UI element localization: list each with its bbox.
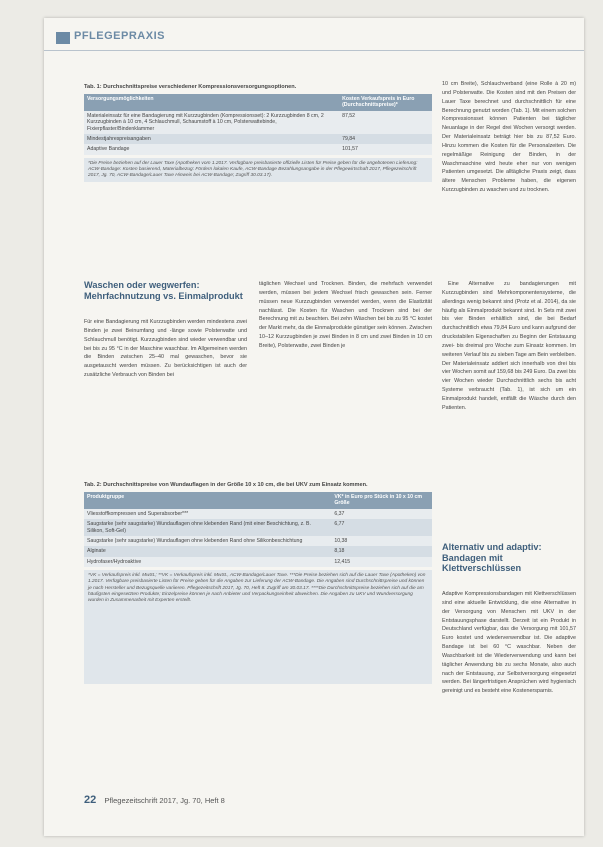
row-value: 10,38 [331, 536, 432, 546]
article-heading: Alternativ und adaptiv: Bandagen mit Klettverschlüssen [442, 542, 542, 573]
section-marker [56, 32, 70, 44]
row-label: Materialeinsatz für eine Bandagierung mit Kurzzugbinden (Kompressionsset): 2 Kurzzugbinden 8 cm, 2 Kurzzugbinden à 10 cm, 4 Schlauchmull, Schaumstoff à 10 cm, Polsterwattebinde, Fixierpflaster/Bindenklammer [84, 111, 339, 134]
table-2-footnote: *VK = Verkaufspreis inkl. MwSt.; **VK = Verkaufspreis inkl. MwSt., ACW-Bandage/Lauer Taxe. ***Die Preise beziehen sich auf die Lauer Taxe (Apotheken) von 1.2017. Verfügbare preisbasierte Listen für Preise geben für die Angaben zur Lieferung der ACW-Bandage. Die Angaben sind Durchschnittspreise und können je nach Hersteller und Bezugsquelle variieren. Pflegezeitschrift 2017, Jg. 70, Heft 8. Zugriff am 30.03.17. ****Die Durchschnittspreise beziehen sich auf die am häufigsten eingesetzten Produkte; Einzelpreise können je nach Anbieter und Verpackungseinheit abweichen. Die Angaben zu UKV und Wundversorgung wurden in Zusammenarbeit mit Experten erstellt. [84, 570, 432, 684]
table-2-grid [84, 492, 432, 567]
row-value: 8,18 [331, 546, 432, 556]
table-1-grid [84, 94, 432, 155]
table-header-row [84, 492, 432, 509]
table-row [84, 144, 432, 154]
right-column-paragraph-1: 10 cm Breite), Schlauchverband (eine Rolle à 20 m) und Polsterwatte. Die Kosten sind mit den Preisen der Lauer Taxe berechnet und durchschnittlich für eine Berechnung genutzt worden (Tab. 1). Mit einem solchen Kompressionsset können Patienten bei täglicher Neuanlage in der Regel drei Wochen versorgt werden. Der Materialeinsatz beträgt hier bis zu 87,52 Euro. Hinzu kommen die Kosten für die Personalzeiten. Die regelmäßige Reinigung der Binden, in der Waschmaschine wird heute eher nur von wenigen Patienten umgesetzt. Die alltägliche Praxis zeigt, dass ältere Menschen Probleme haben, die eigenen Kurzzugbinden zu waschen und zu trocknen. [442, 81, 576, 194]
table-row [84, 509, 432, 519]
journal-citation: Pflegezeitschrift 2017, Jg. 70, Heft 8 [104, 796, 225, 805]
table-row [84, 519, 432, 536]
row-label: Hydrofaser/Hydroaktive [84, 557, 331, 567]
right-column-paragraph-2: Eine Alternative zu bandagierungen mit Kurzzugbinden sind Mehrkomponentensysteme, die allerdings wenig bekannt sind (Protz et al. 2014), da sie häufig als Einmalprodukt bekannt sind. In Sets mit zwei bis vier Binden erhältlich sind, die bei Bedarf durchschnittlich etwa 79,84 Euro und kann aufgrund der druckstabilen Eigenschaften zu Beginn der Entstauung zwei- bis dreimal pro Woche zum Einsatz kommen. Im weiteren Verlauf bis zu sieben Tage am Bein verbleiben. Der Materialeinsatz addiert sich innerhalb von drei bis vier Wochen somit auf 159,68 bis 249 Euro. Da zwei bis vier Wochen wieder Durchschnittlich sechs bis acht Systeme verbraucht (Tab. 1), ist sich um ein Einmalprodukt handelt, entfällt die Wäsche durch den Patienten. [442, 281, 576, 411]
row-label: Alginate [84, 546, 331, 556]
table-row [84, 546, 432, 556]
journal-page [44, 18, 584, 836]
column-header: Versorgungsmöglichkeiten [84, 94, 339, 111]
page-number: 22 [84, 794, 97, 806]
row-value: 12,415 [331, 557, 432, 567]
row-label: Saugstarke (sehr saugstarke) Wundauflagen ohne klebenden Rand (mit einer Beschichtung, z. B. Silikon, Soft-Gel) [84, 519, 331, 536]
table-1-caption: Tab. 1: Durchschnittspreise verschiedener Kompressionsversorgungsoptionen. [84, 84, 297, 90]
table-2-caption: Tab. 2: Durchschnittspreise von Wundauflagen in der Größe 10 x 10 cm, die bei UKV zum Einsatz kommen. [84, 482, 368, 488]
table-row [84, 111, 432, 134]
row-label: Vliesstoffkompressen und Superabsorber*** [84, 509, 331, 519]
right-column-paragraph-3: Adaptive Kompressionsbandagen mit Klettverschlüssen sind eine aktuelle Entwicklung, die eine Alternative in der Versorgung von Menschen mit UKV in der Entstauungsphase darstellt. Derzeit ist ein Produkt in Deutschland verfügbar, das die Versorgung mit 101,57 Euro kostet und wiederverwendbar ist. Die adaptive Bandage ist bei 60 °C waschbar. Neben der Waschbarkeit ist die Wiederverwendung und kann bei täglicher Anwendung bis zu sechs Monate, also auch nach der Entstauung, zur Selbstversorgung eingesetzt werden. Bei längerfristigen Ansprüchen wird hygienisch gereinigt und es besteht eine Kostenersparnis. [442, 591, 576, 695]
row-value: 87,52 [339, 111, 432, 134]
table-row [84, 134, 432, 144]
column-header: Produktgruppe [84, 492, 331, 509]
table-2 [84, 482, 432, 684]
table-1 [84, 84, 432, 182]
page-footer [84, 794, 584, 806]
row-label: Saugstarke (sehr saugstarke) Wundauflagen ohne klebenden Rand ohne Silikonbeschichtung [84, 536, 331, 546]
body-column-2: täglichen Wechsel und Trocknen. Binden, die mehrfach verwendet werden, müssen bei jedem Wechsel frisch gewaschen sein. Ferner müssen neue Kurzzugbinden verwendet werden, wenn die Elastizität nachlässt. Die Kosten für Waschen und Trocknen sind bei der Berechnung mit zu beachten. Bei zehn Wäschen bei bis zu 95 °C kostet der Markt mehr, da die Einmalprodukte günstiger sein können. Zwischen 10–12 Kurzzugbinden je zwei Binden in 8 cm und zwei Binden in 10 cm Breite), Polsterwatte, zwei Binden je [259, 281, 432, 349]
row-label: Mindestjahrespreisangaben [84, 134, 339, 144]
table-header-row [84, 94, 432, 111]
row-value: 6,37 [331, 509, 432, 519]
column-header: Kosten Verkaufspreis in Euro (Durchschnittspreise)* [339, 94, 432, 111]
row-value: 101,57 [339, 144, 432, 154]
body-column-1: Für eine Bandagierung mit Kurzzugbinden werden mindestens zwei Binden je zwei Beinumfang und -länge sowie Polsterwatte und Schlauchmull benötigt. Kurzzugbinden sind wieder verwendbar und bei bis zu 95 °C in der Maschine waschbar. Im Allgemeinen werden die Binden zwischen 25–40 mal gewaschen, bevor sie ausgetauscht werden müssen. Zu berücksichtigen ist auch der zusätzliche Verbrauch von Binden bei [84, 319, 247, 379]
row-value: 6,77 [331, 519, 432, 536]
section-title: PFLEGEPRAXIS [74, 30, 165, 42]
row-label: Adaptive Bandage [84, 144, 339, 154]
article-heading: Waschen oder wegwerfen: Mehrfachnutzung vs. Einmalprodukt [84, 280, 243, 301]
page-header [44, 24, 584, 51]
section-heading-1 [84, 280, 244, 301]
row-value: 79,84 [339, 134, 432, 144]
table-row [84, 557, 432, 567]
table-1-footnote: *Die Preise beziehen auf der Lauer Taxe (Apotheken vom 1.2017. Verfügbare preisbasierte offizielle Listen für Preise geben für die angebotenen Lieferung: ACW-Bandage: Kosten basierend, Materialbezug: Fördern lokalen Kaufe, ACW-Bandage Bezahlungsangabe in der Pflegewirtschaft 2017, Pflegezeitschrift 2017, Jg. 70, ACW-Bandage/Lauer Taxe Hinweis bei ACW-Bandage; Zugriff 30.03.17). [84, 158, 432, 183]
column-header: VK* in Euro pro Stück in 10 x 10 cm Größe [331, 492, 432, 509]
table-row [84, 536, 432, 546]
